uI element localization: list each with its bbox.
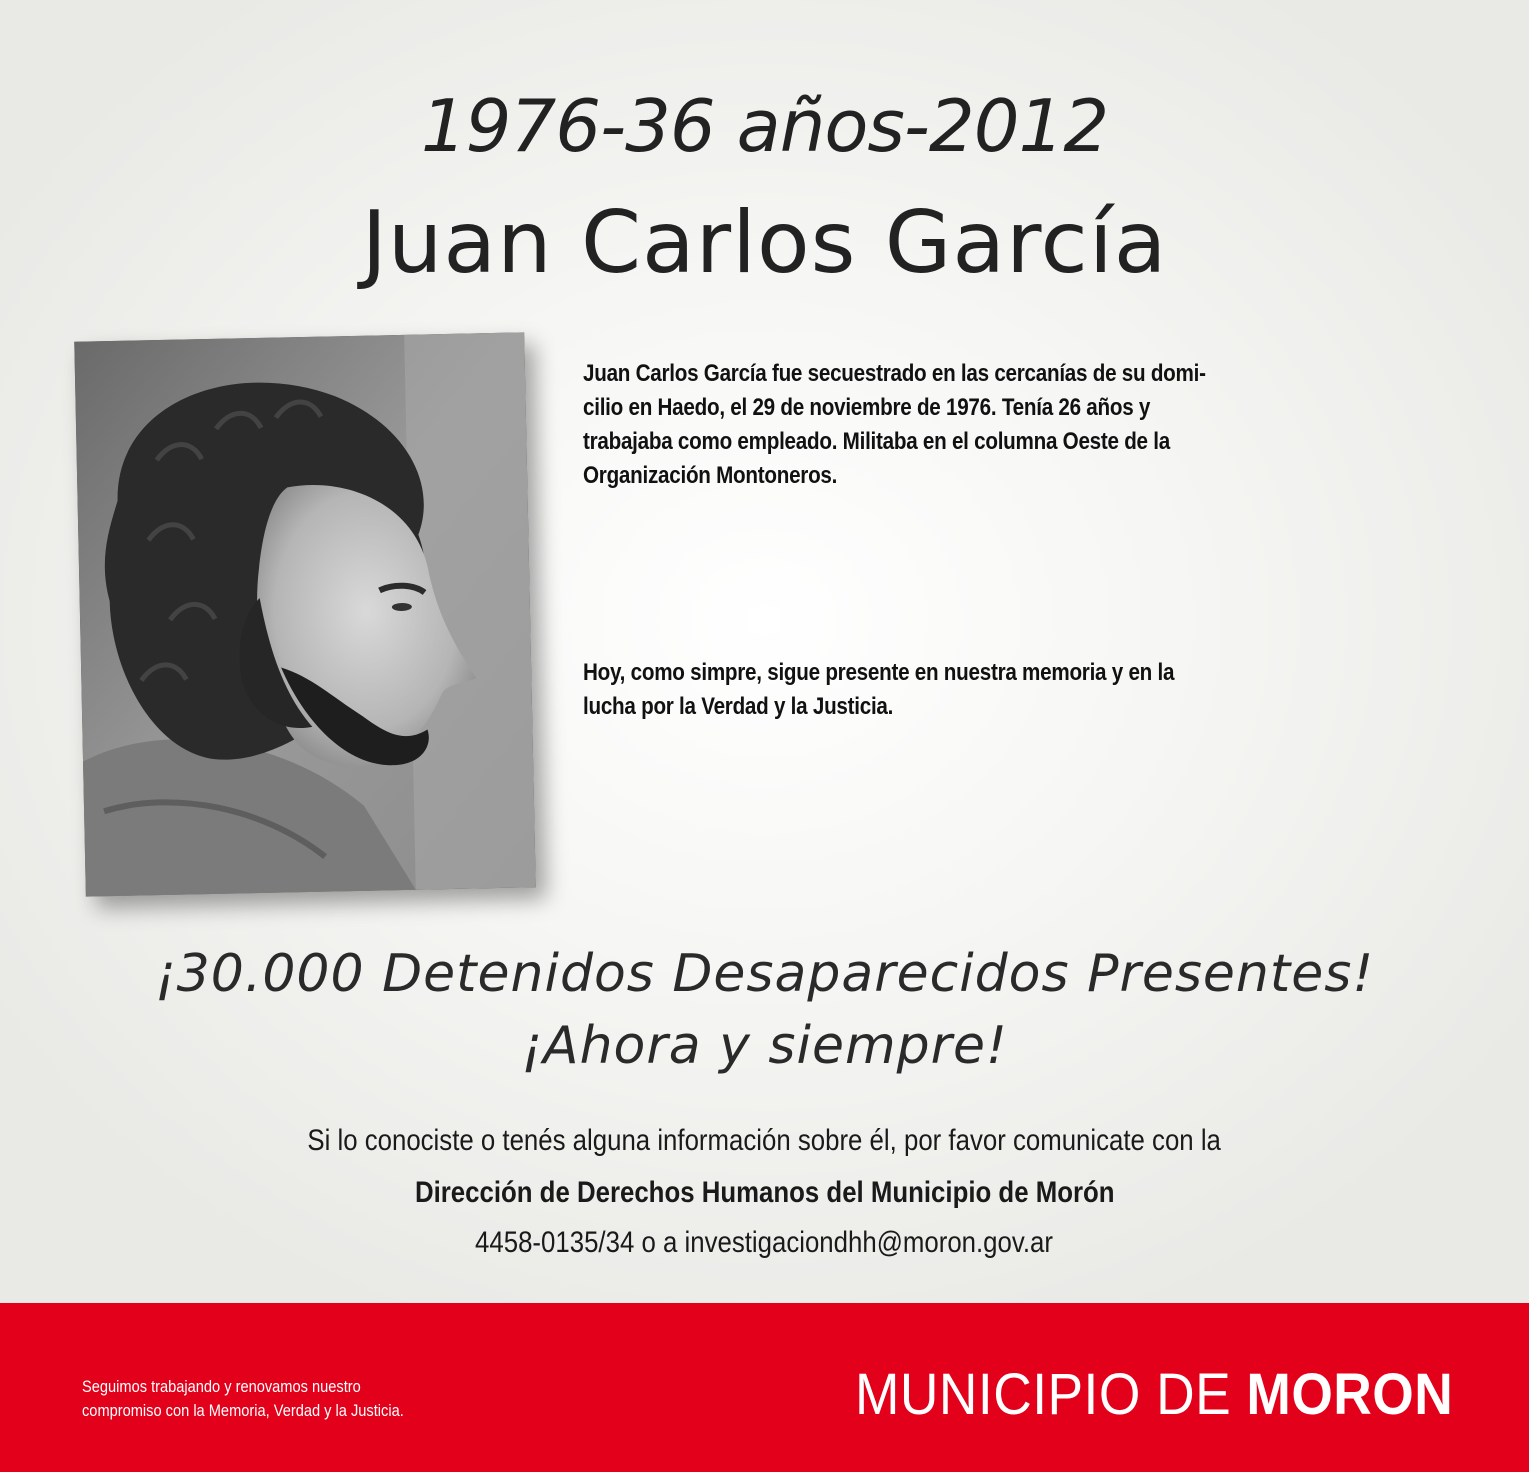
- slogan-line-1: ¡30.000 Detenidos Desaparecidos Presentes!: [154, 944, 1375, 1004]
- footer-note-line: Seguimos trabajando y renovamos nuestro: [82, 1377, 361, 1396]
- contact-phone-email-text: 4458-0135/34 o a investigaciondhh@moron.gov.ar: [475, 1226, 1054, 1259]
- brand-regular: MUNICIPIO DE: [854, 1362, 1247, 1427]
- footer-note: [82, 1375, 529, 1423]
- bio-line: Juan Carlos García fue secuestrado en las cercanías de su domi-: [583, 360, 1206, 387]
- contact-phone-email: [0, 1226, 1529, 1260]
- bio-line: lucha por la Verdad y la Justicia.: [583, 693, 894, 720]
- bio-line: cilio en Haedo, el 29 de noviembre de 1976. Tenía 26 años y: [583, 394, 1151, 421]
- bio-paragraph-2: [583, 656, 1271, 724]
- contact-intro: [0, 1124, 1529, 1158]
- portrait-photo: [74, 332, 536, 896]
- municipio-logo-text: [855, 1361, 1453, 1428]
- bio-line: trabajaba como empleado. Militaba en el columna Oeste de la: [583, 428, 1170, 455]
- slogan-line-2: ¡Ahora y siempre!: [521, 1016, 1008, 1076]
- contact-organization: [0, 1176, 1529, 1210]
- contact-organization-text: Dirección de Derechos Humanos del Municipio de Morón: [414, 1176, 1115, 1209]
- bio-line: Hoy, como simpre, sigue presente en nuestra memoria y en la: [583, 659, 1175, 686]
- years-heading: 1976-36 años-2012: [420, 84, 1109, 168]
- footer-bar: [0, 1303, 1529, 1472]
- contact-intro-text: Si lo conociste o tenés alguna información sobre él, por favor comunicate con la: [307, 1124, 1222, 1157]
- bio-paragraph-1: [583, 357, 1271, 493]
- bio-line: Organización Montoneros.: [583, 462, 838, 489]
- brand-bold: MORON: [1246, 1362, 1453, 1427]
- person-name: Juan Carlos García: [361, 193, 1168, 293]
- footer-note-line: compromiso con la Memoria, Verdad y la Justicia.: [82, 1401, 404, 1420]
